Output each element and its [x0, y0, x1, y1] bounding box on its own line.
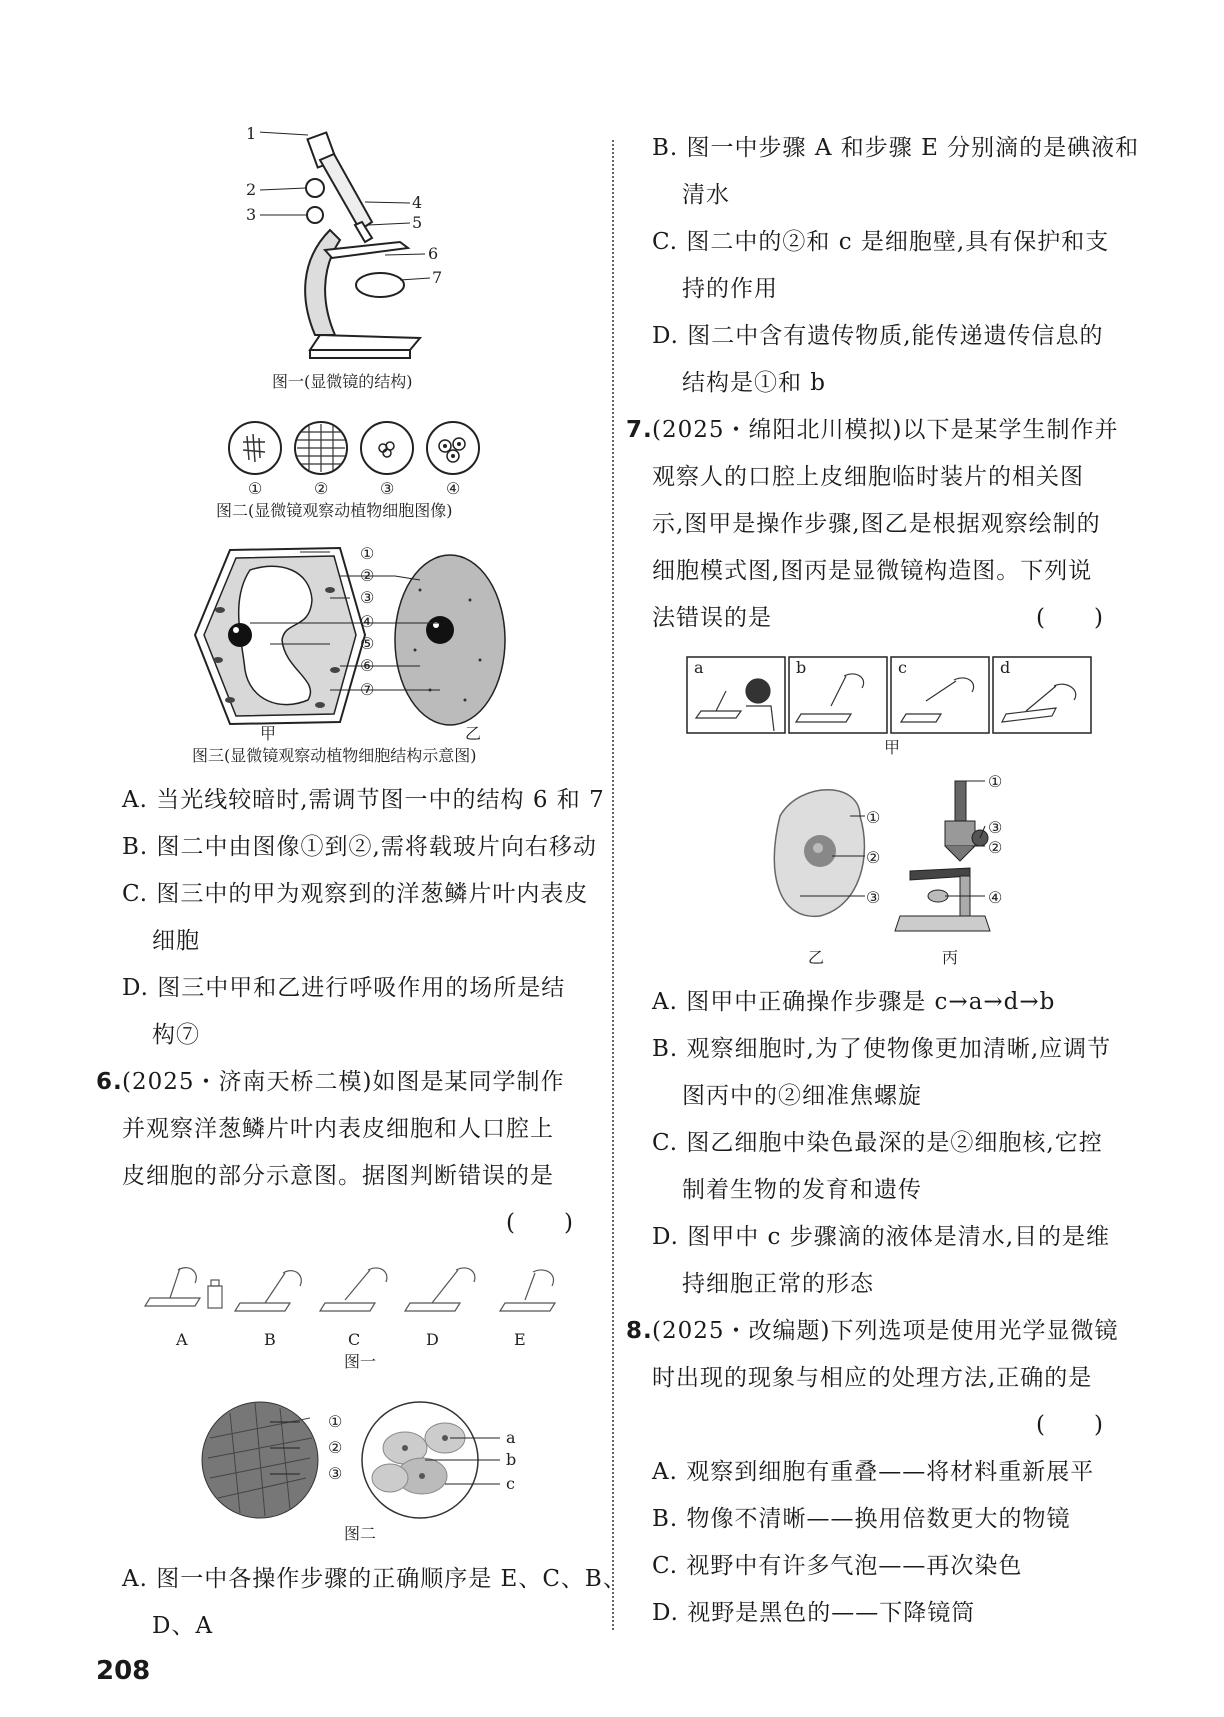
q5-option-d-line1: D. 图三中甲和乙进行呼吸作用的场所是结 — [122, 975, 566, 1001]
q7-option-b-line2: 图丙中的②细准焦螺旋 — [682, 1083, 922, 1109]
fig1-label-2: 2 — [246, 180, 257, 199]
fig1-label-7: 7 — [432, 268, 443, 287]
fig1-caption: 图一(显微镜的结构) — [272, 372, 413, 391]
fig3-yi-label: 乙 — [465, 724, 482, 743]
q7-jia-label: 甲 — [884, 738, 901, 757]
fig2-caption: 图二(显微镜观察动植物细胞图像) — [216, 501, 453, 520]
q5-option-c-line1: C. 图三中的甲为观察到的洋葱鳞片叶内表皮 — [122, 881, 589, 907]
q7-stem-line2: 观察人的口腔上皮细胞临时装片的相关图 — [652, 464, 1084, 490]
q7-stem-line1: (2025・绵阳北川模拟)以下是某学生制作并 — [652, 417, 1119, 443]
q8-option-d: D. 视野是黑色的——下降镜筒 — [652, 1600, 976, 1626]
fig2-label-1: ① — [248, 479, 263, 498]
q7-yi-label-1: ① — [866, 808, 881, 827]
fig2-label-3: ③ — [380, 479, 395, 498]
fig3-label-3: ③ — [360, 588, 375, 607]
q7-step-c-label: c — [898, 658, 907, 677]
q6-option-b-line2: 清水 — [682, 182, 730, 208]
q8-number: 8. — [626, 1318, 653, 1344]
q6-fig2-caption: 图二 — [344, 1524, 377, 1543]
cell-images-figure — [225, 418, 505, 478]
q7-bing-label-2: ② — [988, 838, 1003, 857]
q7-bing-label-3: ③ — [988, 818, 1003, 837]
q7-stem-line3: 示,图甲是操作步骤,图乙是根据观察绘制的 — [652, 511, 1101, 537]
q7-step-a-label: a — [694, 658, 704, 677]
q6-step-d: D — [426, 1330, 439, 1349]
q7-stem-line4: 细胞模式图,图丙是显微镜构造图。下列说 — [652, 558, 1093, 584]
q7-cell-microscope-figure — [760, 776, 1010, 936]
fig3-caption: 图三(显微镜观察动植物细胞结构示意图) — [192, 746, 477, 765]
q7-steps-figure — [686, 656, 1096, 736]
q8-option-b: B. 物像不清晰——换用倍数更大的物镜 — [652, 1506, 1071, 1532]
q6-option-c-line2: 持的作用 — [682, 276, 778, 302]
q7-bing-label-1: ① — [988, 772, 1003, 791]
q6-fig2-label-1: ① — [328, 1412, 343, 1431]
q6-stem-line2: 并观察洋葱鳞片叶内表皮细胞和人口腔上 — [122, 1116, 554, 1142]
q8-option-a: A. 观察到细胞有重叠——将材料重新展平 — [652, 1459, 1095, 1485]
q6-cells-figure — [200, 1398, 540, 1528]
q8-stem-line1: (2025・改编题)下列选项是使用光学显微镜 — [652, 1318, 1119, 1344]
q7-yi-label-3: ③ — [866, 888, 881, 907]
q7-option-d-line1: D. 图甲中 c 步骤滴的液体是清水,目的是维 — [652, 1224, 1111, 1250]
q6-step-a: A — [176, 1330, 188, 1349]
q6-fig2-label-a: a — [506, 1428, 516, 1447]
fig1-label-4: 4 — [412, 193, 423, 212]
fig1-label-3: 3 — [246, 205, 257, 224]
q7-option-c-line1: C. 图乙细胞中染色最深的是②细胞核,它控 — [652, 1130, 1103, 1156]
fig3-label-5: ⑤ — [360, 634, 375, 653]
fig1-label-1: 1 — [246, 124, 257, 143]
q8-option-c: C. 视野中有许多气泡——再次染色 — [652, 1553, 1023, 1579]
fig3-label-1: ① — [360, 544, 375, 563]
q6-option-a-line1: A. 图一中各操作步骤的正确顺序是 E、C、B、 — [122, 1566, 627, 1592]
q7-option-a: A. 图甲中正确操作步骤是 c→a→d→b — [652, 989, 1056, 1015]
q7-option-d-line2: 持细胞正常的形态 — [682, 1271, 874, 1297]
q7-option-c-line2: 制着生物的发育和遗传 — [682, 1177, 922, 1203]
q6-option-c-line1: C. 图二中的②和 c 是细胞壁,具有保护和支 — [652, 229, 1110, 255]
fig3-jia-label: 甲 — [260, 724, 277, 743]
fig2-label-4: ④ — [446, 479, 461, 498]
q6-option-b-line1: B. 图一中步骤 A 和步骤 E 分别滴的是碘液和 — [652, 135, 1140, 161]
fig3-label-4: ④ — [360, 612, 375, 631]
q6-steps-figure — [140, 1258, 580, 1328]
q6-step-c: C — [348, 1330, 361, 1349]
q6-fig1-caption: 图一 — [344, 1352, 377, 1371]
q6-step-b: B — [264, 1330, 276, 1349]
q8-answer-bracket: ( ) — [1036, 1412, 1104, 1438]
q6-option-d-line1: D. 图二中含有遗传物质,能传递遗传信息的 — [652, 323, 1104, 349]
fig2-label-2: ② — [314, 479, 329, 498]
q7-option-b-line1: B. 观察细胞时,为了使物像更加清晰,应调节 — [652, 1036, 1112, 1062]
q6-fig2-label-3: ③ — [328, 1464, 343, 1483]
q6-fig2-label-c: c — [506, 1474, 515, 1493]
fig3-label-7: ⑦ — [360, 680, 375, 699]
q7-stem-line5: 法错误的是 — [652, 605, 772, 631]
q6-fig2-label-2: ② — [328, 1438, 343, 1457]
q6-step-e: E — [514, 1330, 526, 1349]
q6-stem-line3: 皮细胞的部分示意图。据图判断错误的是 — [122, 1163, 554, 1189]
q7-number: 7. — [626, 417, 653, 443]
q5-option-c-line2: 细胞 — [152, 928, 200, 954]
q5-option-b: B. 图二中由图像①到②,需将载玻片向右移动 — [122, 834, 597, 860]
fig3-label-2: ② — [360, 566, 375, 585]
fig1-label-6: 6 — [428, 244, 439, 263]
q7-yi-caption: 乙 — [808, 948, 825, 967]
q7-step-b-label: b — [796, 658, 807, 677]
q7-step-d-label: d — [1000, 658, 1011, 677]
q7-yi-label-2: ② — [866, 848, 881, 867]
q7-bing-caption: 丙 — [942, 948, 959, 967]
q6-stem-line1: (2025・济南天桥二模)如图是某同学制作 — [122, 1069, 565, 1095]
q8-stem-line2: 时出现的现象与相应的处理方法,正确的是 — [652, 1365, 1093, 1391]
q6-answer-bracket: ( ) — [506, 1210, 574, 1236]
q6-option-d-line2: 结构是①和 b — [682, 370, 827, 396]
column-divider — [612, 140, 614, 1630]
q6-number: 6. — [96, 1069, 123, 1095]
q5-option-a: A. 当光线较暗时,需调节图一中的结构 6 和 7 — [122, 787, 605, 813]
q7-bing-label-4: ④ — [988, 888, 1003, 907]
q7-answer-bracket: ( ) — [1036, 605, 1104, 631]
q5-option-d-line2: 构⑦ — [152, 1022, 200, 1048]
fig1-label-5: 5 — [412, 213, 423, 232]
q6-fig2-label-b: b — [506, 1450, 517, 1469]
page-number: 208 — [96, 1656, 151, 1686]
fig3-label-6: ⑥ — [360, 656, 375, 675]
q6-option-a-line2: D、A — [152, 1613, 214, 1639]
